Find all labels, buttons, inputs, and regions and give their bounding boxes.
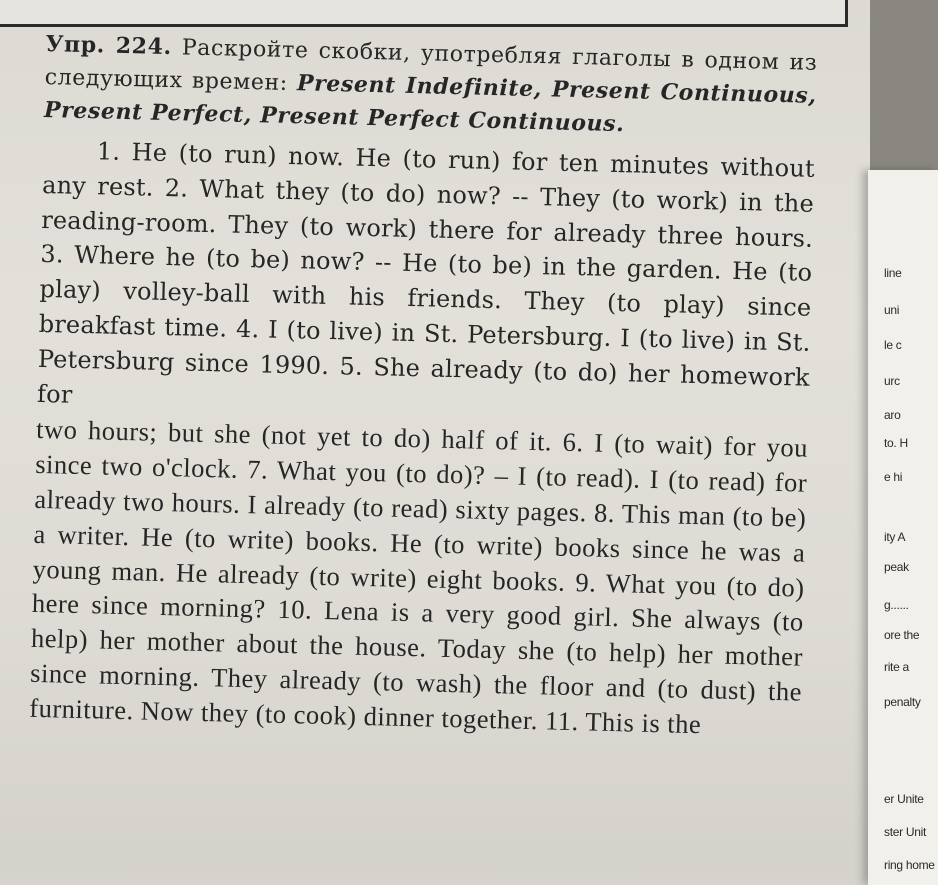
exercise-number: Упр. 224.: [45, 30, 173, 61]
neighbor-fragment: er Unite: [884, 792, 924, 806]
neighbor-fragment: urc: [884, 374, 900, 388]
neighbor-fragment: ity A: [884, 530, 906, 544]
exercise-text-part-2: two hours; but she (not yet to do) half of it. 6. I (to wait) for you since two o'clock. 7. What you (to do)? – I (to read). I (to read) for already two hours. I already (to read) sixty pages. 8. This man (to be) a writer. He (to write) books. He (to write) books since he was a young man. He already (to write) eight books. 9. What you (to do) here since morning? 10. Lena is a very good girl. She always (to help) her mother about the house. Today she (to help) her mother since morning. They already (to wash) the floor and (to dust) the furniture. Now they (to cook) dinner together. 11. This is the: [29, 414, 809, 739]
neighbor-fragment: le c: [884, 338, 902, 352]
exercise-block: [29, 28, 818, 744]
neighbor-fragment: uni: [884, 303, 900, 317]
tense-list: Present Indefinite, Present Continuous, Present Perfect, Present Perfect Continuous.: [43, 70, 817, 138]
neighbor-fragment: penalty: [884, 695, 921, 709]
exercise-heading: [44, 28, 818, 146]
exercise-text-part-1: 1. He (to run) now. He (to run) for ten minutes without any rest. 2. What they (to do) now? -- They (to work) in the reading-room. They (to work) there for already three hours. 3. Where he (to be) now? -- He (to be) in the garden. He (to play) volley-ball with his friends. They (to play) since breakfast time. 4. I (to live) in St. Petersburg. I (to live) in St. Petersburg since 1990. 5. She already (to do) her homework for: [36, 137, 816, 409]
neighbor-fragment: aro: [884, 408, 901, 422]
neighbor-fragment: to. H: [884, 436, 908, 450]
neighbor-fragment: rite a: [884, 660, 909, 674]
neighbor-fragment: peak: [884, 560, 909, 574]
neighbor-fragment: e hi: [884, 470, 903, 484]
neighbor-fragment: g......: [884, 598, 909, 612]
page-shadow: [0, 845, 870, 885]
neighbor-fragment: line: [884, 266, 902, 280]
neighbor-fragment: ring home: [884, 858, 935, 872]
exercise-instruction: Раскройте скобки, употребляя глаголы в одном из следующих времен:: [44, 35, 818, 96]
adjacent-page-edge: [868, 170, 938, 885]
neighbor-fragment: ore the: [884, 628, 920, 642]
previous-exercise-box: [0, 0, 848, 27]
neighbor-fragment: ster Unit: [884, 825, 926, 839]
